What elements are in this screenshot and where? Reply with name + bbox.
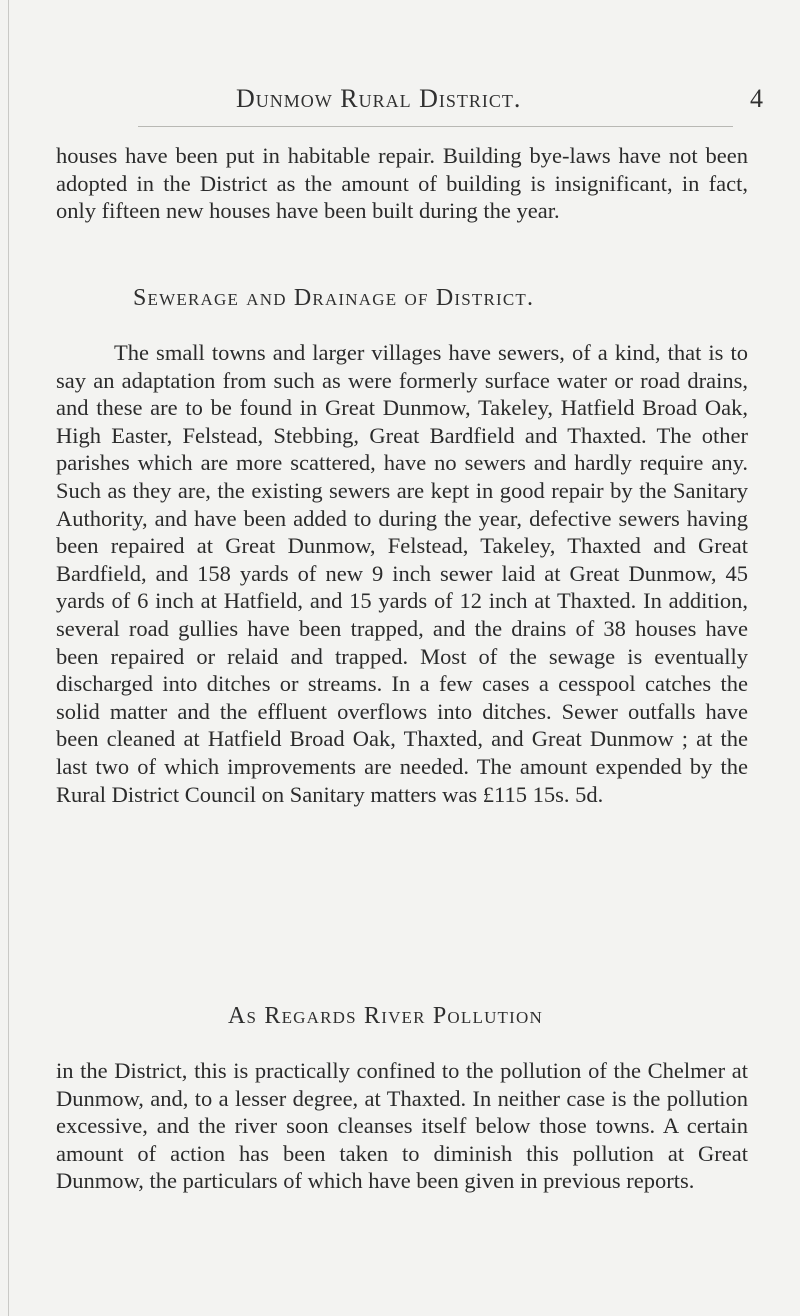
- heading-sewerage-and-drainage: Sewerage and Drainage of District.: [133, 285, 535, 311]
- running-head-title: Dunmow Rural District.: [236, 84, 522, 113]
- paragraph-text: in the District, this is practically confined to the pollution of the Chelmer at Dunmow, and, to a lesser degree, at Thaxted. In neither case is the pollution excessive, and the river soon cleanses itself below those towns. A certain amount of action has been taken to diminish this pollution at Great Dunmow, the particulars of which have been given in previous reports.: [56, 1058, 748, 1194]
- paragraph-sewerage: [56, 339, 748, 808]
- paragraph-housing-continuation: [56, 142, 748, 225]
- paragraph-text: houses have been put in habitable repair. Building bye-laws have not been adopted in the District as the amount of building is insignificant, in fact, only fifteen new houses have been built during the year.: [56, 143, 748, 224]
- paragraph-text: The small towns and larger villages have sewers, of a kind, that is to say an adaptation from such as were formerly surface water or road drains, and these are to be found in Great Dunmow, Takeley, Hatfield Broad Oak, High Easter, Felstead, Stebbing, Great Bardfield and Thaxted. The other parishes which are more scattered, have no sewers and hardly require any. Such as they are, the existing sewers are kept in good repair by the Sanitary Authority, and have been added to during the year, defective sewers having been repaired at Great Dunmow, Felstead, Takeley, Thaxted and Great Bardfield, and 158 yards of new 9 inch sewer laid at Great Dunmow, 45 yards of 6 inch at Hatfield, and 15 yards of 12 inch at Thaxted. In addition, several road gullies have been trapped, and the drains of 38 houses have been repaired or relaid and trapped. Most of the sewage is eventually discharged into ditches or streams. In a few cases a cesspool catches the solid matter and the effluent overflows into ditches. Sewer outfalls have been cleaned at Hatfield Broad Oak, Thaxted, and Great Dunmow ; at the last two of which improvements are needed. The amount expended by the Rural District Council on Sanitary matters was £115 15s. 5d.: [56, 340, 748, 807]
- page-header: [210, 84, 780, 124]
- page-number: 4: [750, 84, 763, 113]
- header-rule: [138, 126, 733, 127]
- paragraph-river-pollution: [56, 1057, 748, 1195]
- heading-river-pollution: As Regards River Pollution: [228, 1003, 543, 1029]
- page-edge-line: [8, 0, 9, 1316]
